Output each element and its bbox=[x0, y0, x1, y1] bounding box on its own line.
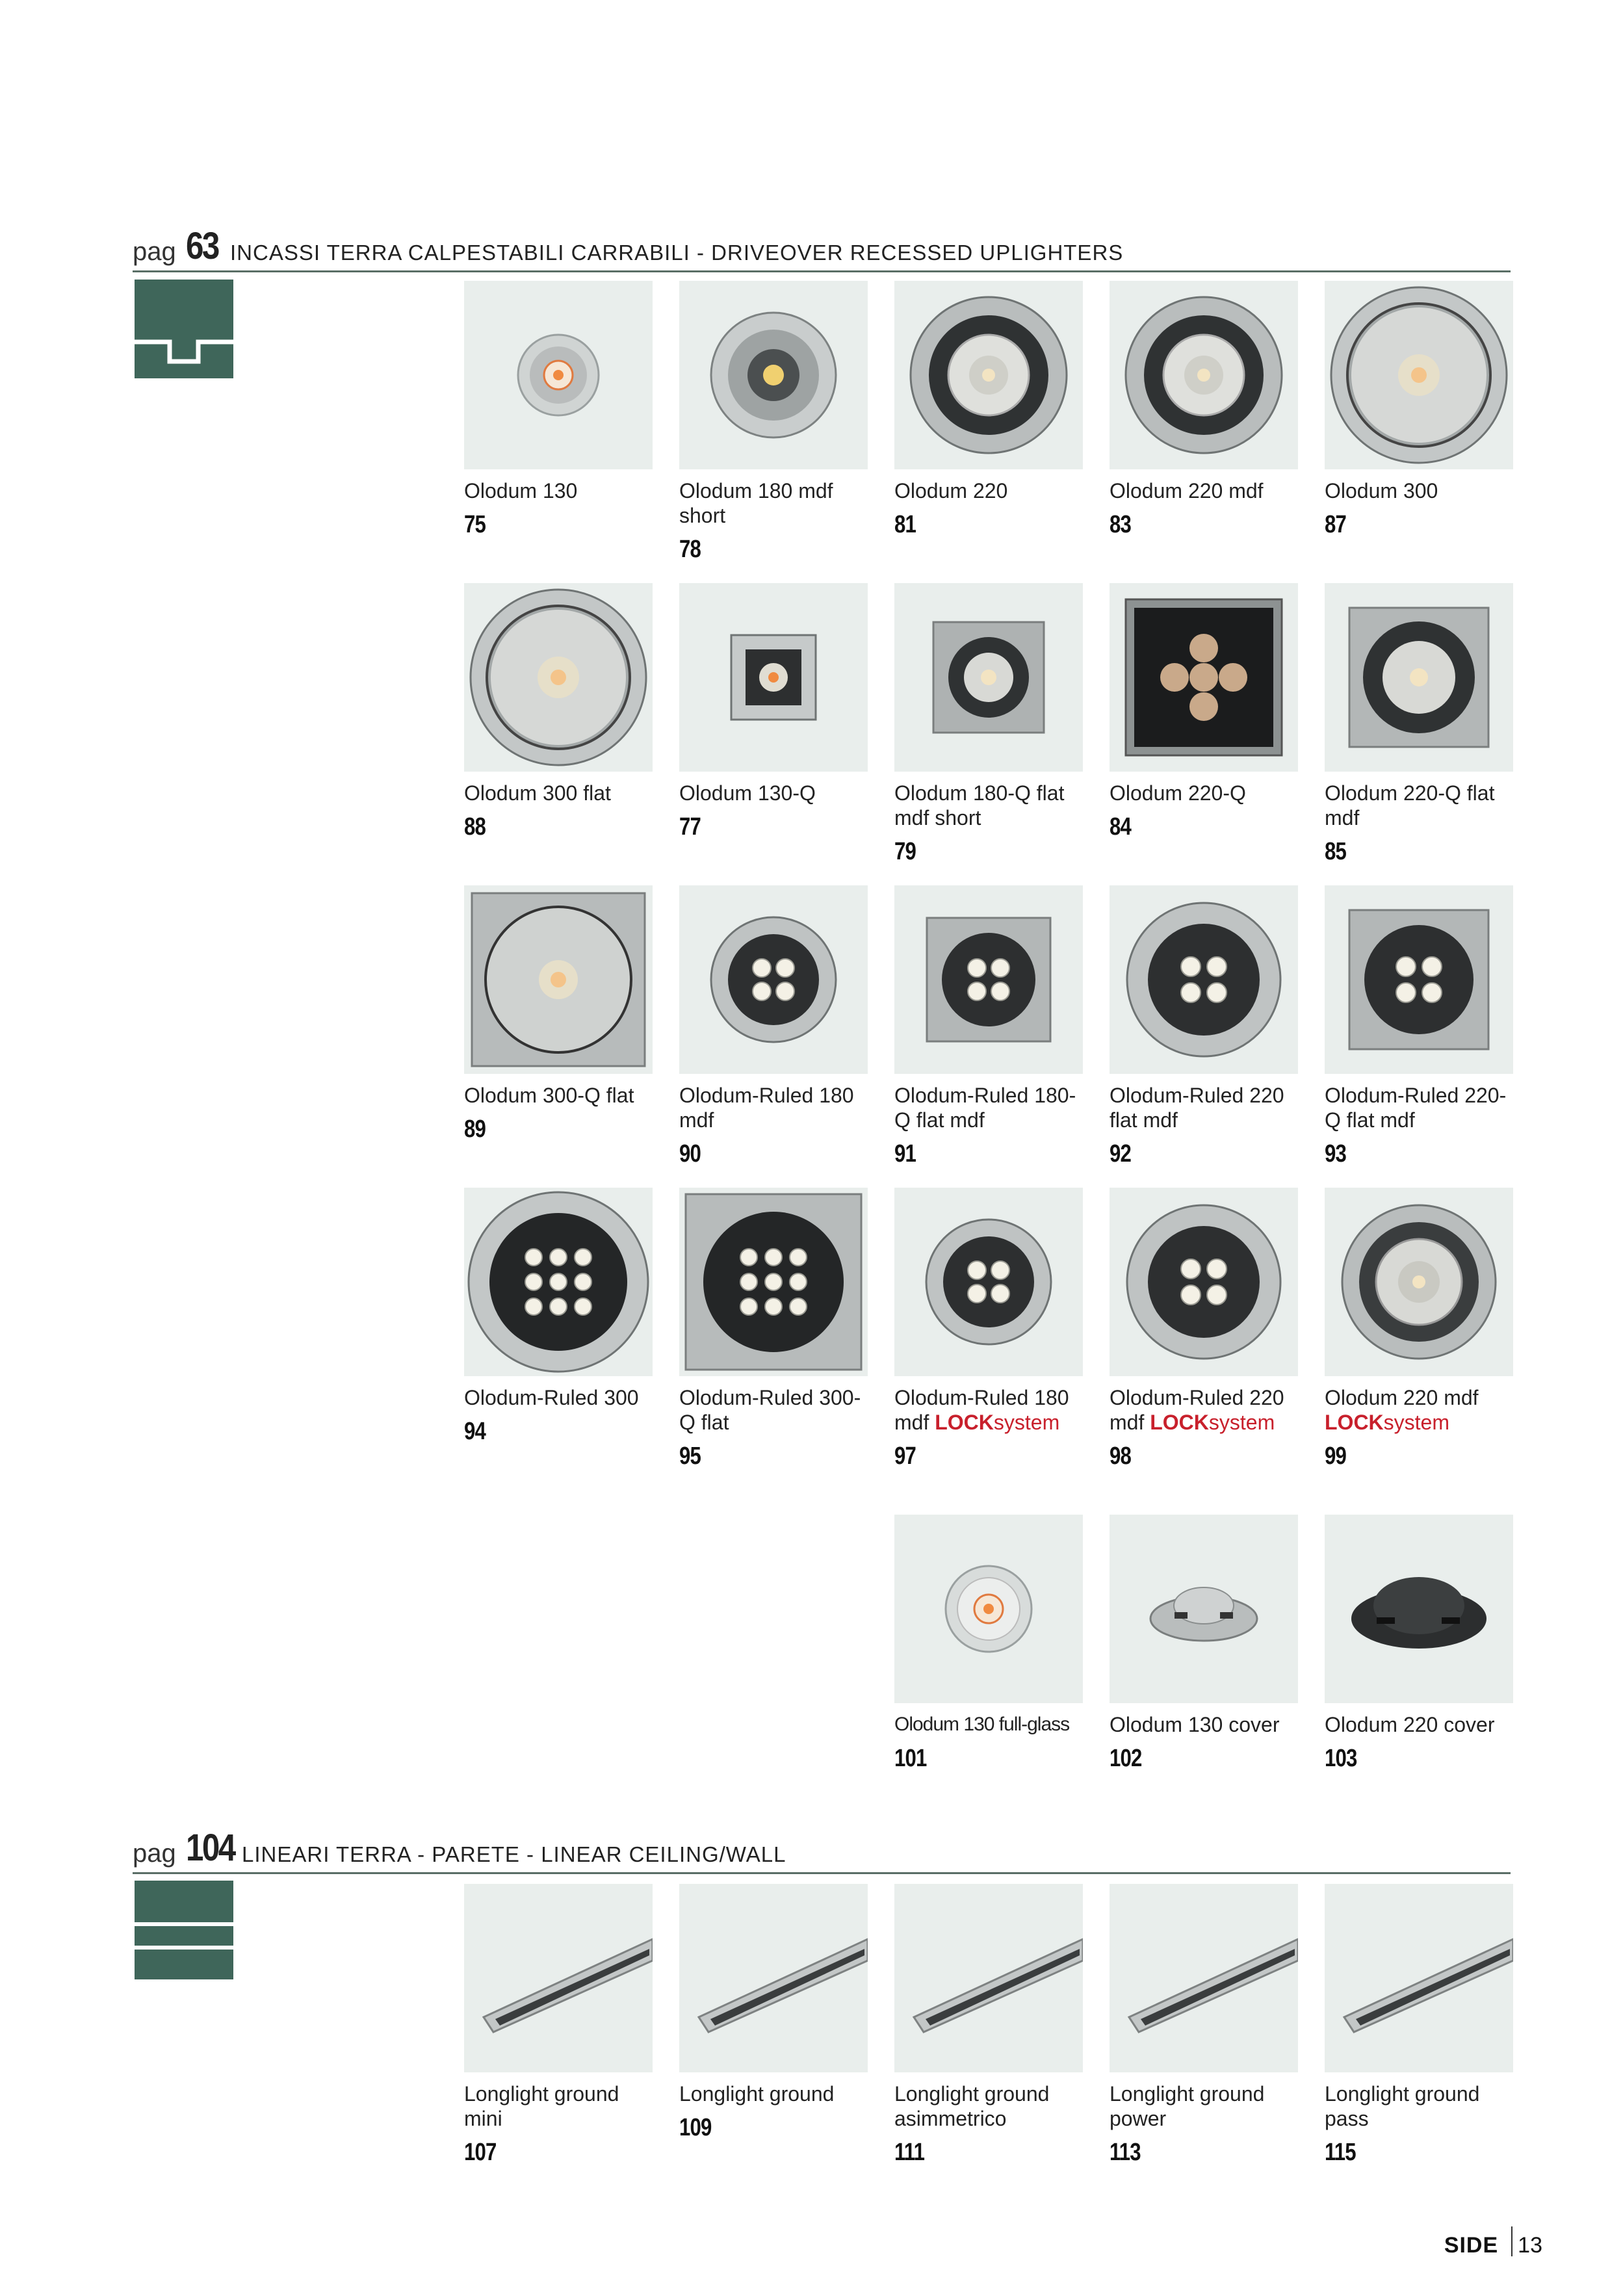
section-title: LINEARI TERRA - PARETE - LINEAR CEILING/WALL bbox=[242, 1842, 786, 1866]
product-image bbox=[1110, 1188, 1298, 1376]
product-card[interactable] bbox=[679, 281, 868, 564]
lock-text: LOCK bbox=[1325, 1411, 1384, 1434]
product-image bbox=[1325, 1188, 1513, 1376]
product-page-number: 93 bbox=[1325, 1140, 1347, 1168]
product-name-text: Olodum-Ruled 220 flat mdf bbox=[1110, 1084, 1284, 1132]
product-name-text: Olodum 180 mdf short bbox=[679, 479, 833, 527]
product-image bbox=[1325, 281, 1513, 469]
recessed-ground-icon bbox=[135, 280, 233, 378]
section-page-number: 63 bbox=[186, 225, 218, 267]
product-illustration bbox=[679, 1188, 868, 1376]
product-name bbox=[894, 1385, 1083, 1435]
product-name bbox=[1110, 781, 1298, 805]
product-illustration bbox=[1325, 583, 1513, 772]
product-card[interactable] bbox=[1110, 281, 1298, 539]
product-illustration bbox=[679, 1884, 868, 2072]
product-card[interactable] bbox=[1110, 1515, 1298, 1773]
product-image bbox=[464, 1188, 653, 1376]
product-card[interactable] bbox=[679, 1884, 868, 2142]
product-card[interactable] bbox=[464, 281, 653, 539]
product-name bbox=[1325, 1712, 1513, 1737]
product-name-text: Olodum-Ruled 180-Q flat mdf bbox=[894, 1084, 1076, 1132]
product-illustration bbox=[894, 583, 1083, 772]
product-name-text: Olodum-Ruled 220 mdf bbox=[1110, 1386, 1284, 1434]
product-card[interactable] bbox=[1325, 885, 1513, 1168]
product-illustration bbox=[1110, 281, 1298, 469]
product-illustration bbox=[1325, 1188, 1513, 1376]
product-name bbox=[679, 781, 868, 805]
product-name-text: Olodum 130 bbox=[464, 479, 578, 502]
product-name bbox=[464, 781, 653, 805]
product-name-text: Longlight ground asimmetrico bbox=[894, 2082, 1050, 2130]
product-page-number: 115 bbox=[1325, 2139, 1356, 2166]
product-card[interactable] bbox=[1325, 583, 1513, 866]
product-image bbox=[1110, 1515, 1298, 1703]
product-image bbox=[1110, 1884, 1298, 2072]
product-illustration bbox=[1325, 1515, 1513, 1703]
lock-system-badge bbox=[929, 1411, 1059, 1434]
product-name bbox=[464, 1083, 653, 1108]
lock-system-badge bbox=[1325, 1411, 1449, 1434]
product-page-number: 90 bbox=[679, 1140, 701, 1168]
product-name bbox=[1325, 781, 1513, 830]
linear-ground-icon bbox=[135, 1881, 233, 1979]
product-name bbox=[464, 2081, 653, 2131]
product-name bbox=[1110, 2081, 1298, 2131]
product-card[interactable] bbox=[894, 885, 1083, 1168]
product-page-number: 81 bbox=[894, 511, 916, 538]
product-page-number: 95 bbox=[679, 1442, 701, 1470]
product-page-number: 98 bbox=[1110, 1442, 1132, 1470]
product-illustration bbox=[1110, 1884, 1298, 2072]
product-image bbox=[894, 1884, 1083, 2072]
product-name-text: Olodum 130-Q bbox=[679, 781, 816, 805]
product-image bbox=[464, 281, 653, 469]
product-card[interactable] bbox=[464, 583, 653, 841]
product-image bbox=[679, 281, 868, 469]
product-illustration bbox=[464, 583, 653, 772]
product-name bbox=[894, 478, 1083, 503]
pag-label: pag bbox=[133, 1839, 176, 1868]
product-page-number: 101 bbox=[894, 1745, 927, 1772]
product-name-text: Olodum 220 cover bbox=[1325, 1713, 1495, 1736]
product-name-text: Longlight ground mini bbox=[464, 2082, 619, 2130]
product-page-number: 102 bbox=[1110, 1745, 1142, 1772]
product-page-number: 92 bbox=[1110, 1140, 1132, 1168]
product-card[interactable] bbox=[464, 1884, 653, 2167]
product-card[interactable] bbox=[1325, 1884, 1513, 2167]
product-image bbox=[679, 583, 868, 772]
product-illustration bbox=[1325, 885, 1513, 1074]
product-name-text: Olodum-Ruled 220-Q flat mdf bbox=[1325, 1084, 1507, 1132]
product-image bbox=[464, 1884, 653, 2072]
product-name-text: Longlight ground bbox=[679, 2082, 835, 2106]
footer-divider bbox=[1511, 2226, 1513, 2256]
product-name-text: Olodum 300 bbox=[1325, 479, 1438, 502]
product-card[interactable] bbox=[1325, 1515, 1513, 1773]
product-name-text: Olodum 220 bbox=[894, 479, 1008, 502]
product-card[interactable] bbox=[894, 583, 1083, 866]
product-card[interactable] bbox=[894, 1188, 1083, 1470]
product-image bbox=[894, 1515, 1083, 1703]
product-name bbox=[679, 1083, 868, 1132]
product-page-number: 99 bbox=[1325, 1442, 1347, 1470]
product-illustration bbox=[894, 1188, 1083, 1376]
product-illustration bbox=[464, 885, 653, 1074]
product-name-text: Olodum 300 flat bbox=[464, 781, 611, 805]
product-page-number: 77 bbox=[679, 813, 701, 841]
product-name-text: Olodum-Ruled 180 mdf bbox=[894, 1386, 1069, 1434]
product-image bbox=[679, 1188, 868, 1376]
product-card[interactable] bbox=[1325, 1188, 1513, 1470]
product-illustration bbox=[894, 885, 1083, 1074]
product-page-number: 97 bbox=[894, 1442, 916, 1470]
product-name bbox=[1110, 1712, 1298, 1737]
product-name-text: Olodum 130 full-glass bbox=[894, 1714, 1070, 1735]
product-image bbox=[894, 281, 1083, 469]
product-page-number: 87 bbox=[1325, 511, 1347, 538]
product-page-number: 94 bbox=[464, 1418, 486, 1445]
product-illustration bbox=[1110, 885, 1298, 1074]
product-name bbox=[1110, 1083, 1298, 1132]
product-name bbox=[1325, 1385, 1513, 1435]
product-image bbox=[894, 885, 1083, 1074]
section-page-number: 104 bbox=[186, 1827, 235, 1869]
product-name bbox=[679, 2081, 868, 2106]
product-page-number: 88 bbox=[464, 813, 486, 841]
product-name-text: Longlight ground power bbox=[1110, 2082, 1265, 2130]
product-card[interactable] bbox=[679, 885, 868, 1168]
brand-name: SIDE bbox=[1444, 2233, 1499, 2258]
product-name bbox=[894, 1083, 1083, 1132]
lock-text: LOCK bbox=[935, 1411, 994, 1434]
product-name-text: Olodum 220-Q bbox=[1110, 781, 1246, 805]
product-name-text: Olodum-Ruled 180 mdf bbox=[679, 1084, 854, 1132]
product-illustration bbox=[1110, 1188, 1298, 1376]
product-illustration bbox=[894, 1884, 1083, 2072]
product-card[interactable] bbox=[894, 1884, 1083, 2167]
product-name bbox=[464, 1385, 653, 1410]
product-name-text: Olodum 220 mdf bbox=[1110, 479, 1264, 502]
product-illustration bbox=[894, 1515, 1083, 1703]
product-name bbox=[894, 2081, 1083, 2131]
product-page-number: 78 bbox=[679, 536, 701, 563]
section-header-recessed bbox=[133, 225, 1511, 272]
product-page-number: 79 bbox=[894, 838, 916, 865]
product-name-text: Olodum 300-Q flat bbox=[464, 1084, 634, 1107]
product-image bbox=[464, 583, 653, 772]
product-page-number: 111 bbox=[894, 2139, 925, 2166]
product-card[interactable] bbox=[1110, 583, 1298, 841]
product-card[interactable] bbox=[1325, 281, 1513, 539]
product-image bbox=[1110, 281, 1298, 469]
system-text: system bbox=[993, 1411, 1060, 1434]
product-name bbox=[1110, 1385, 1298, 1435]
product-card[interactable] bbox=[1110, 885, 1298, 1168]
product-image bbox=[1325, 885, 1513, 1074]
product-image bbox=[1110, 583, 1298, 772]
product-page-number: 83 bbox=[1110, 511, 1132, 538]
lock-text: LOCK bbox=[1150, 1411, 1209, 1434]
product-illustration bbox=[1110, 583, 1298, 772]
section-title: INCASSI TERRA CALPESTABILI CARRABILI - DRIVEOVER RECESSED UPLIGHTERS bbox=[230, 241, 1124, 265]
product-name-text: Olodum 130 cover bbox=[1110, 1713, 1280, 1736]
product-name bbox=[1325, 2081, 1513, 2131]
pag-label: pag bbox=[133, 237, 176, 266]
product-card[interactable] bbox=[679, 1188, 868, 1470]
product-page-number: 113 bbox=[1110, 2139, 1141, 2166]
product-illustration bbox=[679, 885, 868, 1074]
product-name bbox=[1325, 1083, 1513, 1132]
product-name-text: Olodum-Ruled 300-Q flat bbox=[679, 1386, 861, 1434]
system-text: system bbox=[1383, 1411, 1449, 1434]
product-image bbox=[679, 1884, 868, 2072]
section-header-linear bbox=[133, 1827, 1511, 1874]
product-name-text: Olodum 180-Q flat mdf short bbox=[894, 781, 1065, 829]
product-card[interactable] bbox=[1110, 1884, 1298, 2167]
product-name bbox=[894, 781, 1083, 830]
product-illustration bbox=[894, 281, 1083, 469]
product-card[interactable] bbox=[464, 1188, 653, 1446]
product-image bbox=[464, 885, 653, 1074]
product-image bbox=[1110, 885, 1298, 1074]
product-illustration bbox=[464, 281, 653, 469]
product-page-number: 89 bbox=[464, 1115, 486, 1143]
product-page-number: 85 bbox=[1325, 838, 1347, 865]
product-image bbox=[894, 1188, 1083, 1376]
system-text: system bbox=[1208, 1411, 1275, 1434]
product-card[interactable] bbox=[1110, 1188, 1298, 1470]
lock-system-badge bbox=[1144, 1411, 1275, 1434]
product-illustration bbox=[464, 1188, 653, 1376]
product-page-number: 84 bbox=[1110, 813, 1132, 841]
product-illustration bbox=[1325, 1884, 1513, 2072]
product-image bbox=[1325, 1884, 1513, 2072]
product-page-number: 75 bbox=[464, 511, 486, 538]
product-card[interactable] bbox=[679, 583, 868, 841]
product-illustration bbox=[679, 281, 868, 469]
product-name-text: Olodum 220 mdf bbox=[1325, 1386, 1479, 1409]
product-name bbox=[894, 1712, 1083, 1737]
product-name-text: Olodum 220-Q flat mdf bbox=[1325, 781, 1495, 829]
product-page-number: 103 bbox=[1325, 1745, 1357, 1772]
product-image bbox=[679, 885, 868, 1074]
product-card[interactable] bbox=[894, 1515, 1083, 1773]
product-name bbox=[679, 478, 868, 528]
page-footer bbox=[1444, 2226, 1542, 2258]
product-illustration bbox=[1325, 281, 1513, 469]
product-name bbox=[1325, 478, 1513, 503]
page-number: 13 bbox=[1518, 2233, 1542, 2258]
product-image bbox=[1325, 1515, 1513, 1703]
product-card[interactable] bbox=[894, 281, 1083, 539]
product-illustration bbox=[1110, 1515, 1298, 1703]
product-image bbox=[1325, 583, 1513, 772]
product-name-text: Olodum-Ruled 300 bbox=[464, 1386, 639, 1409]
product-name-text: Longlight ground pass bbox=[1325, 2082, 1480, 2130]
product-name bbox=[1110, 478, 1298, 503]
product-name bbox=[679, 1385, 868, 1435]
product-card[interactable] bbox=[464, 885, 653, 1143]
product-page-number: 109 bbox=[679, 2114, 712, 2141]
product-illustration bbox=[679, 583, 868, 772]
product-page-number: 91 bbox=[894, 1140, 916, 1168]
product-illustration bbox=[464, 1884, 653, 2072]
product-page-number: 107 bbox=[464, 2139, 497, 2166]
product-name bbox=[464, 478, 653, 503]
product-image bbox=[894, 583, 1083, 772]
